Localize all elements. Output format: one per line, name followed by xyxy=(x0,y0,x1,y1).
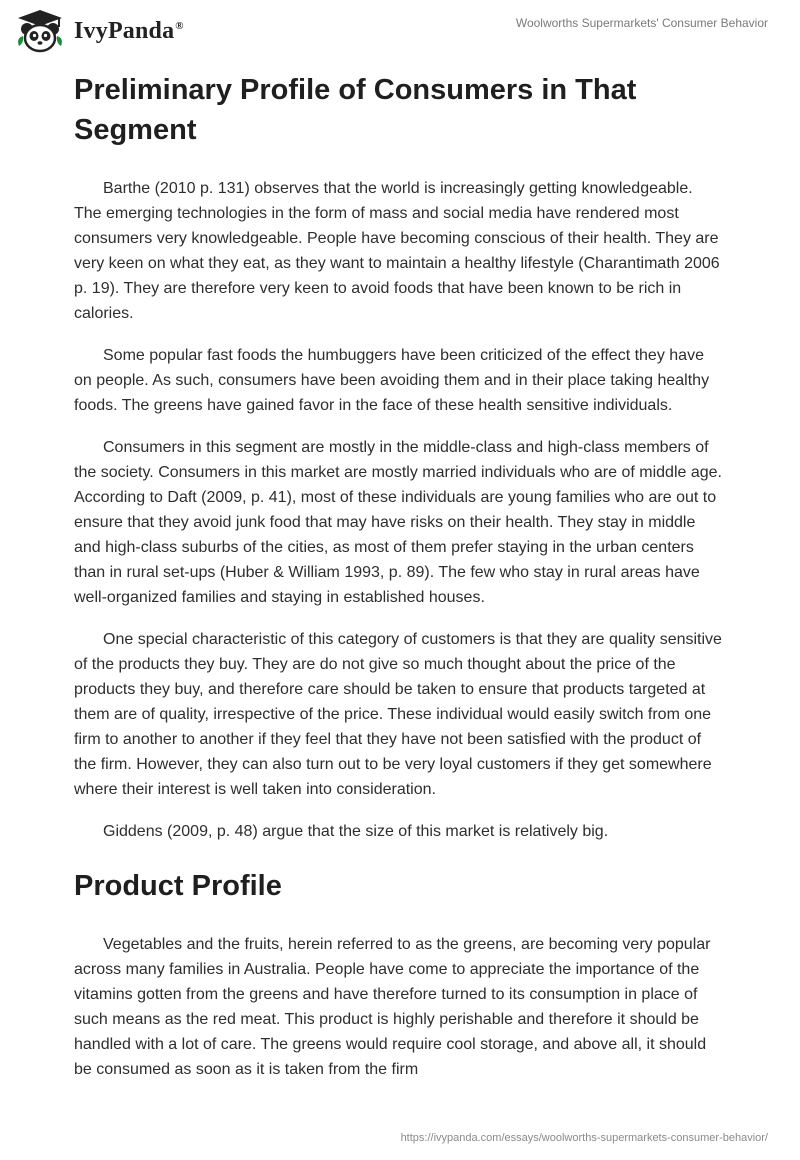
brand-registered-mark: ® xyxy=(175,19,184,32)
paragraph: One special characteristic of this category of customers is that they are quality sensitive of the products they buy. They are do not give so much thought about the price of the products they buy, and therefore care should be taken to ensure that products targeted at them are of quality, irrespective of the price. These individual would easily switch from one firm to another to another if they feel that they have not been satisfied with the product of the firm. However, they can also turn out to be very loyal customers if they get somewhere where their interest is well taken into consideration. xyxy=(74,631,722,798)
panda-graduate-icon xyxy=(14,8,66,54)
page-header xyxy=(0,0,800,62)
paragraph: Barthe (2010 p. 131) observes that the world is increasingly getting knowledgeable. The emerging technologies in the form of mass and social media have rendered most consumers very knowledgeable. People have becoming conscious of their health. They are very keen on what they eat, as they want to maintain a healthy lifestyle (Charantimath 2006 p. 19). They are therefore very keen to avoid foods that have been known to be rich in calories. xyxy=(74,180,720,322)
paragraph: Some popular fast foods the humbuggers have been criticized of the effect they have on people. As such, consumers have been avoiding them and in their place taking healthy foods. The greens have gained favor in the face of these health sensitive individuals. xyxy=(74,347,710,414)
paragraph: Consumers in this segment are mostly in the middle-class and high-class members of the society. Consumers in this market are mostly married individuals who are of middle age. According to Daft (2009, p. 41), most of these individuals are young families who are out to ensure that they avoid junk food that may have risks on their health. They stay in middle and high-class suburbs of the cities, as most of them prefer staying in the urban centers than in rural set-ups (Huber & William 1993, p. 89). The few who stay in rural areas have well-organized families and staying in established houses. xyxy=(74,439,722,606)
brand-name: IvyPanda® xyxy=(74,17,184,44)
document-title: Woolworths Supermarkets' Consumer Behavior xyxy=(515,16,768,30)
section-heading-product-profile: Product Profile xyxy=(74,870,282,902)
paragraph: Giddens (2009, p. 48) argue that the size of this market is relatively big. xyxy=(103,823,609,840)
essay-content xyxy=(74,70,724,1099)
paragraph: Vegetables and the fruits, herein referred to as the greens, are becoming very popular across many families in Australia. People have come to appreciate the importance of the vitamins gotten from the greens and have therefore turned to its consumption in place of such means as the red meat. This product is highly perishable and therefore it should be handled with a lot of care. The greens would require cool storage, and above all, it should be consumed as soon as it is taken from the firm xyxy=(74,936,711,1078)
source-url[interactable]: https://ivypanda.com/essays/woolworths-supermarkets-consumer-behavior/ xyxy=(400,1132,768,1144)
section-heading-consumer-profile: Preliminary Profile of Consumers in That Segment xyxy=(74,74,637,146)
brand-logo[interactable] xyxy=(14,8,184,54)
